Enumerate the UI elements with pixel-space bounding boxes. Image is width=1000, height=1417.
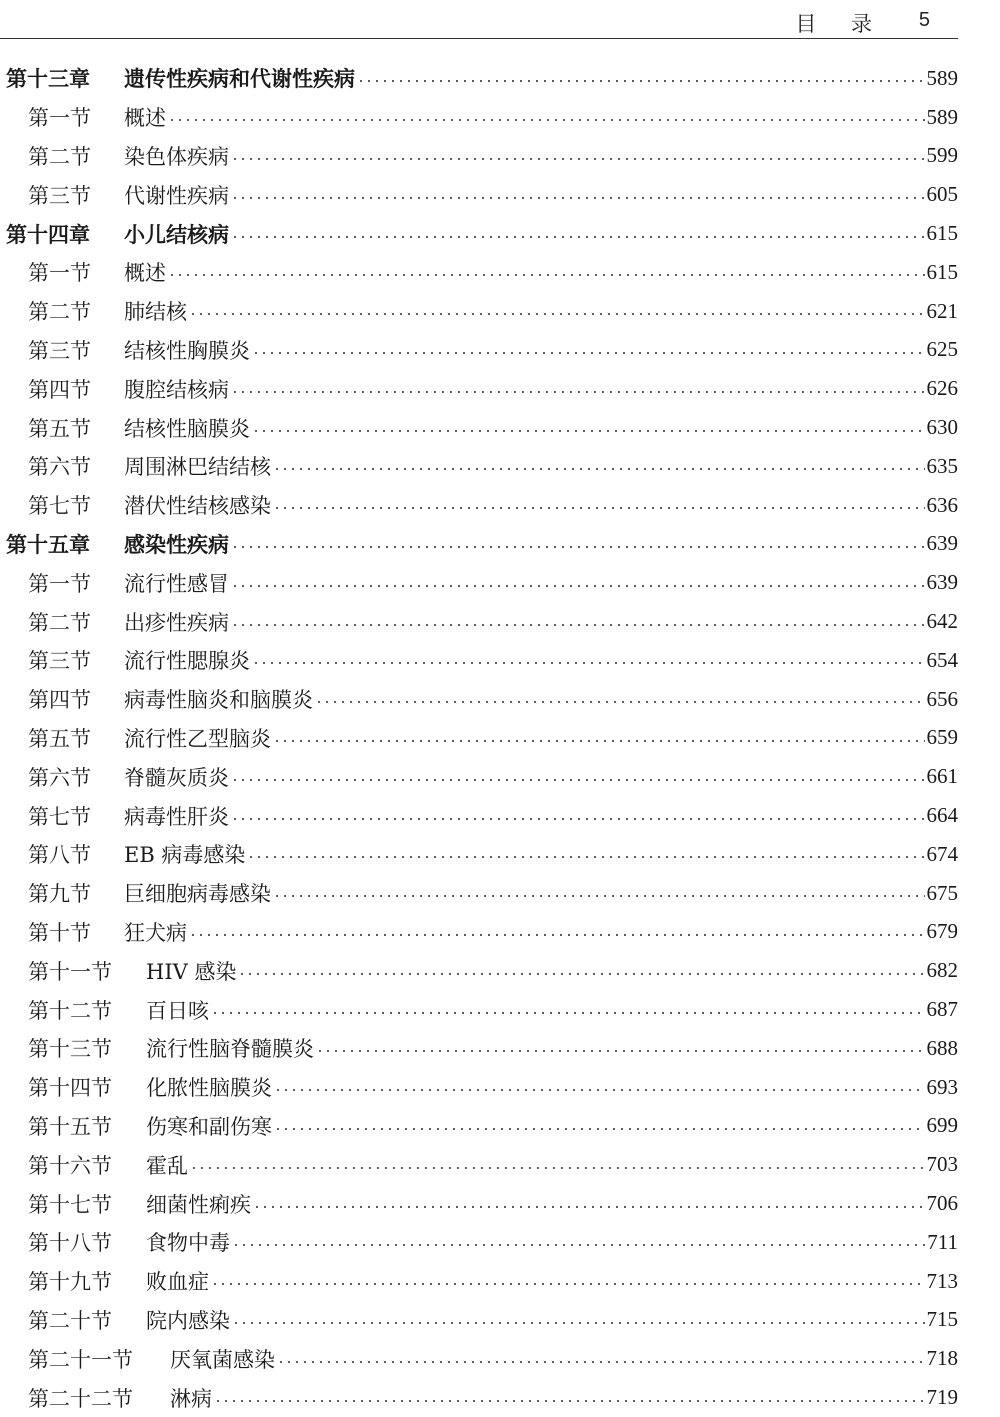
dot-leader xyxy=(273,895,925,897)
section-number: 第二节 xyxy=(28,144,91,169)
toc-section-entry[interactable] xyxy=(0,1029,958,1068)
section-title: 厌氧菌感染 xyxy=(170,1347,275,1372)
section-title: 概述 xyxy=(124,106,166,131)
dot-leader xyxy=(231,158,925,160)
dot-leader xyxy=(231,391,925,393)
toc-section-entry[interactable] xyxy=(0,680,958,719)
toc-section-entry[interactable] xyxy=(0,408,958,447)
dot-leader xyxy=(231,236,925,238)
section-title: 百日咳 xyxy=(146,998,209,1023)
toc-section-entry[interactable] xyxy=(0,369,958,408)
page-number: 589 xyxy=(926,104,958,129)
section-number: 第二十一节 xyxy=(28,1347,133,1372)
toc-section-entry[interactable] xyxy=(0,913,958,952)
toc-section-entry[interactable] xyxy=(0,1107,958,1146)
dot-leader xyxy=(315,701,925,703)
chapter-title: 小儿结核病 xyxy=(124,222,229,247)
page-number: 693 xyxy=(926,1074,958,1099)
toc-section-entry[interactable] xyxy=(0,292,958,331)
section-number: 第十七节 xyxy=(28,1192,112,1217)
page-number: 625 xyxy=(926,337,958,362)
page-number: 687 xyxy=(926,997,958,1022)
page-number: 718 xyxy=(926,1346,958,1371)
section-title: 病毒性肝炎 xyxy=(124,804,229,829)
page-header xyxy=(0,0,958,39)
section-number: 第三节 xyxy=(28,649,91,674)
section-title: 狂犬病 xyxy=(124,920,187,945)
page-number: 621 xyxy=(926,298,958,323)
section-title: 出疹性疾病 xyxy=(124,610,229,635)
chapter-number: 第十四章 xyxy=(6,222,90,247)
dot-leader xyxy=(232,1322,925,1324)
section-title: 腹腔结核病 xyxy=(124,377,229,402)
chapter-number: 第十三章 xyxy=(6,67,90,92)
section-number: 第二十二节 xyxy=(28,1386,133,1411)
dot-leader xyxy=(253,1206,925,1208)
section-number: 第五节 xyxy=(28,726,91,751)
page-number: 656 xyxy=(926,686,958,711)
section-number: 第十五节 xyxy=(28,1114,112,1139)
toc-section-entry[interactable] xyxy=(0,757,958,796)
dot-leader xyxy=(252,430,925,432)
dot-leader xyxy=(238,973,924,975)
section-number: 第七节 xyxy=(28,494,91,519)
toc-section-entry[interactable] xyxy=(0,175,958,214)
section-title: 细菌性痢疾 xyxy=(146,1192,251,1217)
section-title: HIV 感染 xyxy=(146,959,237,984)
section-title: 化脓性脑膜炎 xyxy=(146,1076,272,1101)
page-number: 703 xyxy=(926,1152,958,1177)
section-number: 第七节 xyxy=(28,804,91,829)
section-number: 第三节 xyxy=(28,338,91,363)
page-number: 615 xyxy=(926,221,958,246)
page-number: 679 xyxy=(926,919,958,944)
toc-section-entry[interactable] xyxy=(0,98,958,137)
dot-leader xyxy=(274,1128,925,1130)
toc-chapter-entry[interactable] xyxy=(0,214,958,253)
section-title: 流行性脑脊髓膜炎 xyxy=(146,1037,314,1062)
page-number: 630 xyxy=(926,415,958,440)
toc-section-entry[interactable] xyxy=(0,1339,958,1378)
page-number: 635 xyxy=(926,453,958,478)
dot-leader xyxy=(214,1400,925,1402)
dot-leader xyxy=(273,740,925,742)
page-number: 719 xyxy=(926,1385,958,1410)
running-head-page-number: 5 xyxy=(918,9,930,31)
section-title: 代谢性疾病 xyxy=(124,183,229,208)
toc-section-entry[interactable] xyxy=(0,447,958,486)
page-number: 626 xyxy=(926,376,958,401)
section-number: 第十九节 xyxy=(28,1270,112,1295)
section-title: 院内感染 xyxy=(146,1308,230,1333)
page-number: 711 xyxy=(927,1229,958,1254)
toc-section-entry[interactable] xyxy=(0,1068,958,1107)
toc-section-entry[interactable] xyxy=(0,563,958,602)
dot-leader xyxy=(252,662,925,664)
page-number: 688 xyxy=(926,1035,958,1060)
page-number: 713 xyxy=(926,1268,958,1293)
dot-leader xyxy=(316,1050,925,1052)
toc-section-entry[interactable] xyxy=(0,1262,958,1301)
page-number: 639 xyxy=(926,531,958,556)
section-number: 第五节 xyxy=(28,416,91,441)
toc-section-entry[interactable] xyxy=(0,253,958,292)
section-number: 第四节 xyxy=(28,688,91,713)
dot-leader xyxy=(231,585,925,587)
running-head-title: 目 录 xyxy=(795,12,886,36)
page-number: 605 xyxy=(926,182,958,207)
toc-section-entry[interactable] xyxy=(0,835,958,874)
section-title: 病毒性脑炎和脑膜炎 xyxy=(124,688,313,713)
section-title: 染色体疾病 xyxy=(124,144,229,169)
chapter-number: 第十五章 xyxy=(6,532,90,557)
section-number: 第十四节 xyxy=(28,1076,112,1101)
toc-section-entry[interactable] xyxy=(0,990,958,1029)
section-title: 巨细胞病毒感染 xyxy=(124,882,271,907)
dot-leader xyxy=(211,1283,925,1285)
page-number: 599 xyxy=(926,143,958,168)
toc-section-entry[interactable] xyxy=(0,796,958,835)
section-title: 潜伏性结核感染 xyxy=(124,494,271,519)
section-title: EB 病毒感染 xyxy=(124,843,246,868)
section-number: 第一节 xyxy=(28,571,91,596)
section-number: 第九节 xyxy=(28,882,91,907)
section-title: 败血症 xyxy=(146,1270,209,1295)
section-number: 第十一节 xyxy=(28,959,112,984)
section-title: 肺结核 xyxy=(124,300,187,325)
toc-section-entry[interactable] xyxy=(0,641,958,680)
page-number: 639 xyxy=(926,570,958,595)
dot-leader xyxy=(190,1167,925,1169)
chapter-title: 感染性疾病 xyxy=(124,532,229,557)
section-title: 结核性胸膜炎 xyxy=(124,338,250,363)
dot-leader xyxy=(232,1244,925,1246)
dot-leader xyxy=(274,1089,925,1091)
section-number: 第二节 xyxy=(28,300,91,325)
section-number: 第十节 xyxy=(28,920,91,945)
section-title: 淋病 xyxy=(170,1386,212,1411)
toc-section-entry[interactable] xyxy=(0,1184,958,1223)
page-number: 675 xyxy=(926,880,958,905)
dot-leader xyxy=(211,1012,925,1014)
page-number: 642 xyxy=(926,609,958,634)
page-number: 674 xyxy=(926,841,958,866)
dot-leader xyxy=(252,352,925,354)
page-number: 659 xyxy=(926,725,958,750)
page-number: 615 xyxy=(926,259,958,284)
section-number: 第十三节 xyxy=(28,1037,112,1062)
toc-section-entry[interactable] xyxy=(0,1301,958,1340)
page-number: 589 xyxy=(926,65,958,90)
section-title: 流行性乙型脑炎 xyxy=(124,726,271,751)
dot-leader xyxy=(231,624,925,626)
toc-chapter-entry[interactable] xyxy=(0,59,958,98)
section-number: 第六节 xyxy=(28,455,91,480)
page-number: 706 xyxy=(926,1191,958,1216)
page-number: 636 xyxy=(926,492,958,517)
section-title: 流行性感冒 xyxy=(124,571,229,596)
toc-section-entry[interactable] xyxy=(0,951,958,990)
toc-chapter-entry[interactable] xyxy=(0,525,958,564)
toc-section-entry[interactable] xyxy=(0,719,958,758)
dot-leader xyxy=(189,934,925,936)
section-number: 第三节 xyxy=(28,183,91,208)
page-number: 654 xyxy=(926,647,958,672)
dot-leader xyxy=(357,80,925,82)
page-number: 699 xyxy=(926,1113,958,1138)
dot-leader xyxy=(231,779,925,781)
section-number: 第四节 xyxy=(28,377,91,402)
section-title: 食物中毒 xyxy=(146,1231,230,1256)
section-title: 周围淋巴结结核 xyxy=(124,455,271,480)
section-title: 概述 xyxy=(124,261,166,286)
section-number: 第八节 xyxy=(28,843,91,868)
toc-section-entry[interactable] xyxy=(0,331,958,370)
section-number: 第二十节 xyxy=(28,1308,112,1333)
toc-section-entry[interactable] xyxy=(0,1378,958,1417)
section-title: 伤寒和副伤寒 xyxy=(146,1114,272,1139)
section-title: 流行性腮腺炎 xyxy=(124,649,250,674)
page-number: 664 xyxy=(926,803,958,828)
dot-leader xyxy=(168,119,925,121)
section-title: 结核性脑膜炎 xyxy=(124,416,250,441)
dot-leader xyxy=(231,546,925,548)
toc-section-entry[interactable] xyxy=(0,1145,958,1184)
chapter-title: 遗传性疾病和代谢性疾病 xyxy=(124,67,355,92)
section-number: 第二节 xyxy=(28,610,91,635)
page-number: 715 xyxy=(926,1307,958,1332)
section-number: 第六节 xyxy=(28,765,91,790)
dot-leader xyxy=(168,274,925,276)
dot-leader xyxy=(231,197,925,199)
toc-section-entry[interactable] xyxy=(0,602,958,641)
page-number: 682 xyxy=(926,958,958,983)
page-number: 661 xyxy=(926,764,958,789)
section-title: 霍乱 xyxy=(146,1153,188,1178)
dot-leader xyxy=(277,1361,925,1363)
toc-section-entry[interactable] xyxy=(0,486,958,525)
toc-section-entry[interactable] xyxy=(0,1223,958,1262)
section-number: 第一节 xyxy=(28,261,91,286)
section-number: 第十二节 xyxy=(28,998,112,1023)
section-number: 第十八节 xyxy=(28,1231,112,1256)
dot-leader xyxy=(189,313,925,315)
dot-leader xyxy=(273,468,925,470)
dot-leader xyxy=(273,507,925,509)
toc-section-entry[interactable] xyxy=(0,874,958,913)
dot-leader xyxy=(247,856,924,858)
dot-leader xyxy=(231,818,925,820)
section-title: 脊髓灰质炎 xyxy=(124,765,229,790)
section-number: 第十六节 xyxy=(28,1153,112,1178)
section-number: 第一节 xyxy=(28,106,91,131)
toc-section-entry[interactable] xyxy=(0,137,958,176)
